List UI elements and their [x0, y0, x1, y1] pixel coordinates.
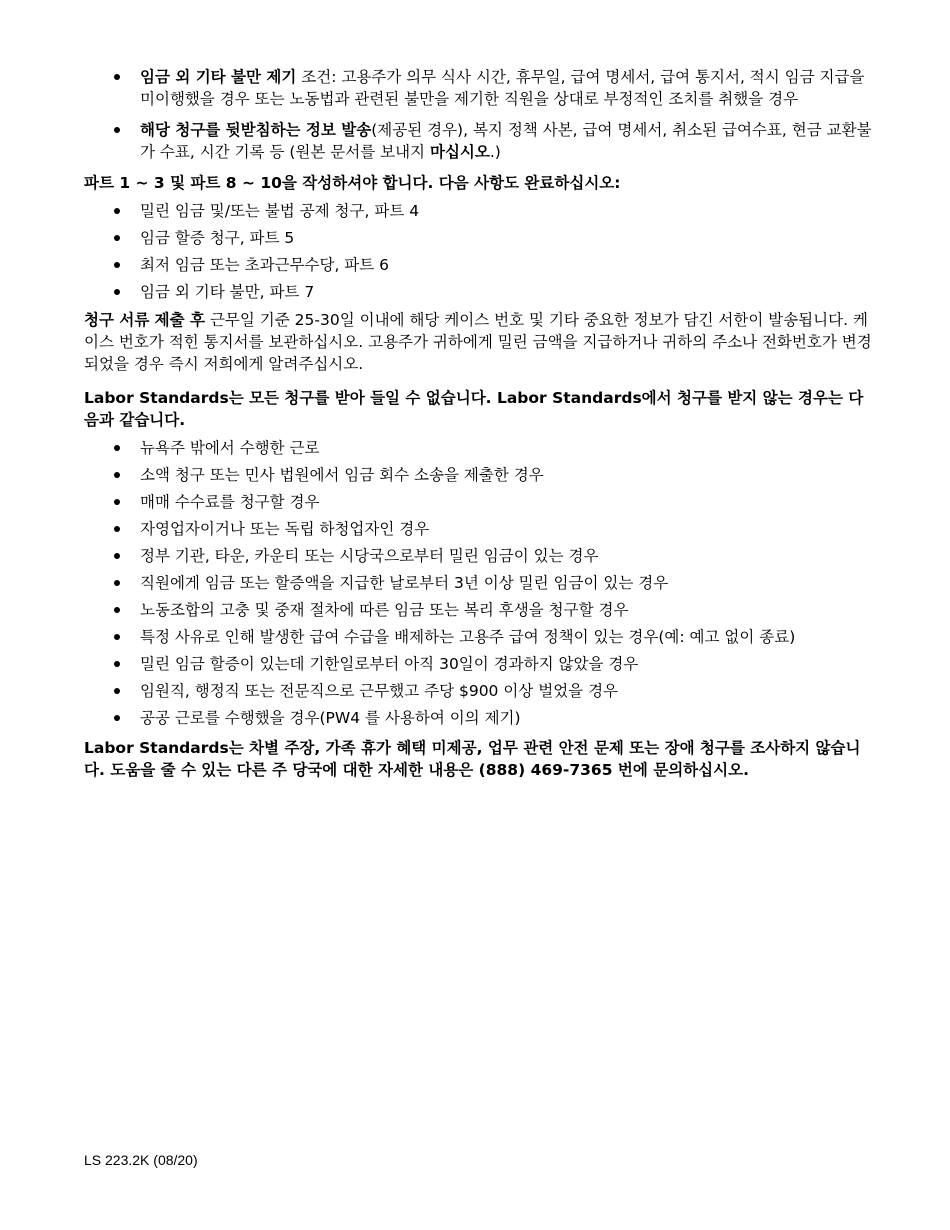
cannot-accept-heading: Labor Standards는 모든 청구를 받아 들일 수 없습니다. Labor Standards에서 청구를 받지 않는 경우는 다음과 같습니다.: [84, 389, 864, 429]
list-item: [84, 653, 874, 675]
bullet-icon: [114, 499, 120, 505]
bullet-icon: [114, 208, 120, 214]
list-item: [84, 545, 874, 567]
list-item: [84, 254, 874, 276]
list-item: [84, 707, 874, 729]
list-item: [84, 518, 874, 540]
list-item-text: 임금 할증 청구, 파트 5: [140, 229, 295, 247]
list-item: [84, 227, 874, 249]
top-bullet-list: [84, 66, 874, 163]
bullet-icon: [114, 262, 120, 268]
bullet-icon: [114, 235, 120, 241]
after-filing-bold: 청구 서류 제출 후: [84, 311, 206, 329]
bullet-icon: [114, 661, 120, 667]
list-item: [84, 119, 874, 163]
bullet-icon: [114, 688, 120, 694]
parts-list: [84, 200, 874, 303]
item-text: (제공된 경우), 복지 정책 사본, 급여 명세서, 취소된 급여수표, 현금 교환불가 수표, 시간 기록 등 (원본 문서를 보내지: [140, 121, 872, 161]
after-filing-paragraph: [84, 309, 874, 375]
bullet-icon: [114, 715, 120, 721]
item-text: .): [489, 143, 501, 161]
cannot-accept-list: [84, 437, 874, 729]
list-item: [84, 200, 874, 222]
parts-heading: 파트 1 ~ 3 및 파트 8 ~ 10을 작성하셔야 합니다. 다음 사항도 완료하십시오:: [84, 174, 621, 192]
list-item-text: 뉴욕주 밖에서 수행한 근로: [140, 439, 320, 457]
bullet-icon: [114, 472, 120, 478]
list-item-text: 노동조합의 고충 및 중재 절차에 따른 임금 또는 복리 후생을 청구할 경우: [140, 601, 629, 619]
item-bold-text: 해당 청구를 뒷받침하는 정보 발송: [140, 121, 372, 139]
bullet-icon: [114, 553, 120, 559]
bullet-icon: [114, 634, 120, 640]
list-item-text: 직원에게 임금 또는 할증액을 지급한 날로부터 3년 이상 밀린 임금이 있는 경우: [140, 574, 669, 592]
list-item-text: 공공 근로를 수행했을 경우(PW4 를 사용하여 이의 제기): [140, 709, 521, 727]
list-item: [84, 491, 874, 513]
document-content: [84, 66, 874, 781]
list-item: [84, 437, 874, 459]
list-item-text: 특정 사유로 인해 발생한 급여 수급을 배제하는 고용주 급여 정책이 있는 경우(예: 예고 없이 종료): [140, 628, 796, 646]
list-item-text: 자영업자이거나 또는 독립 하청업자인 경우: [140, 520, 430, 538]
bullet-icon: [114, 289, 120, 295]
list-item: [84, 680, 874, 702]
item-bold-text: 마십시오: [429, 143, 490, 161]
list-item-text: 밀린 임금 및/또는 불법 공제 청구, 파트 4: [140, 202, 420, 220]
list-item: [84, 626, 874, 648]
bottom-note: Labor Standards는 차별 주장, 가족 휴가 혜택 미제공, 업무 관련 안전 문제 또는 장애 청구를 조사하지 않습니다. 도움을 줄 수 있는 다른 주 당국에 대한 자세한 내용은 (888) 469-7365 번에 문의하십시오.: [84, 739, 861, 779]
list-item: [84, 464, 874, 486]
after-filing-text: 근무일 기준 25-30일 이내에 해당 케이스 번호 및 기타 중요한 정보가 담긴 서한이 발송됩니다. 케이스 번호가 적힌 통지서를 보관하십시오. 고용주가 귀하에게 밀린 금액을 지급하거나 귀하의 주소나 전화번호가 변경되었을 경우 즉시 저희에게 알려주십시오.: [84, 311, 872, 373]
list-item: [84, 66, 874, 110]
item-bold-text: 임금 외 기타 불만 제기: [140, 68, 297, 86]
list-item-text: 매매 수수료를 청구할 경우: [140, 493, 320, 511]
list-item: [84, 599, 874, 621]
list-item-text: 정부 기관, 타운, 카운티 또는 시당국으로부터 밀린 임금이 있는 경우: [140, 547, 599, 565]
list-item-text: 밀린 임금 할증이 있는데 기한일로부터 아직 30일이 경과하지 않았을 경우: [140, 655, 639, 673]
bullet-icon: [114, 526, 120, 532]
bullet-icon: [114, 607, 120, 613]
list-item-text: 임금 외 기타 불만, 파트 7: [140, 283, 315, 301]
list-item-text: 임원직, 행정직 또는 전문직으로 근무했고 주당 $900 이상 벌었을 경우: [140, 682, 619, 700]
list-item-text: 최저 임금 또는 초과근무수당, 파트 6: [140, 256, 390, 274]
list-item: [84, 281, 874, 303]
list-item-text: 소액 청구 또는 민사 법원에서 임금 회수 소송을 제출한 경우: [140, 466, 544, 484]
list-item: [84, 572, 874, 594]
bullet-icon: [114, 74, 120, 80]
bullet-icon: [114, 580, 120, 586]
form-footer-code: LS 223.2K (08/20): [84, 1152, 198, 1168]
bullet-icon: [114, 127, 120, 133]
bullet-icon: [114, 445, 120, 451]
item-text: 조건: 고용주가 의무 식사 시간, 휴무일, 급여 명세서, 급여 통지서, 적시 임금 지급을 미이행했을 경우 또는 노동법과 관련된 불만을 제기한 직원을 상대로 부정적인 조치를 취했을 경우: [140, 68, 865, 108]
